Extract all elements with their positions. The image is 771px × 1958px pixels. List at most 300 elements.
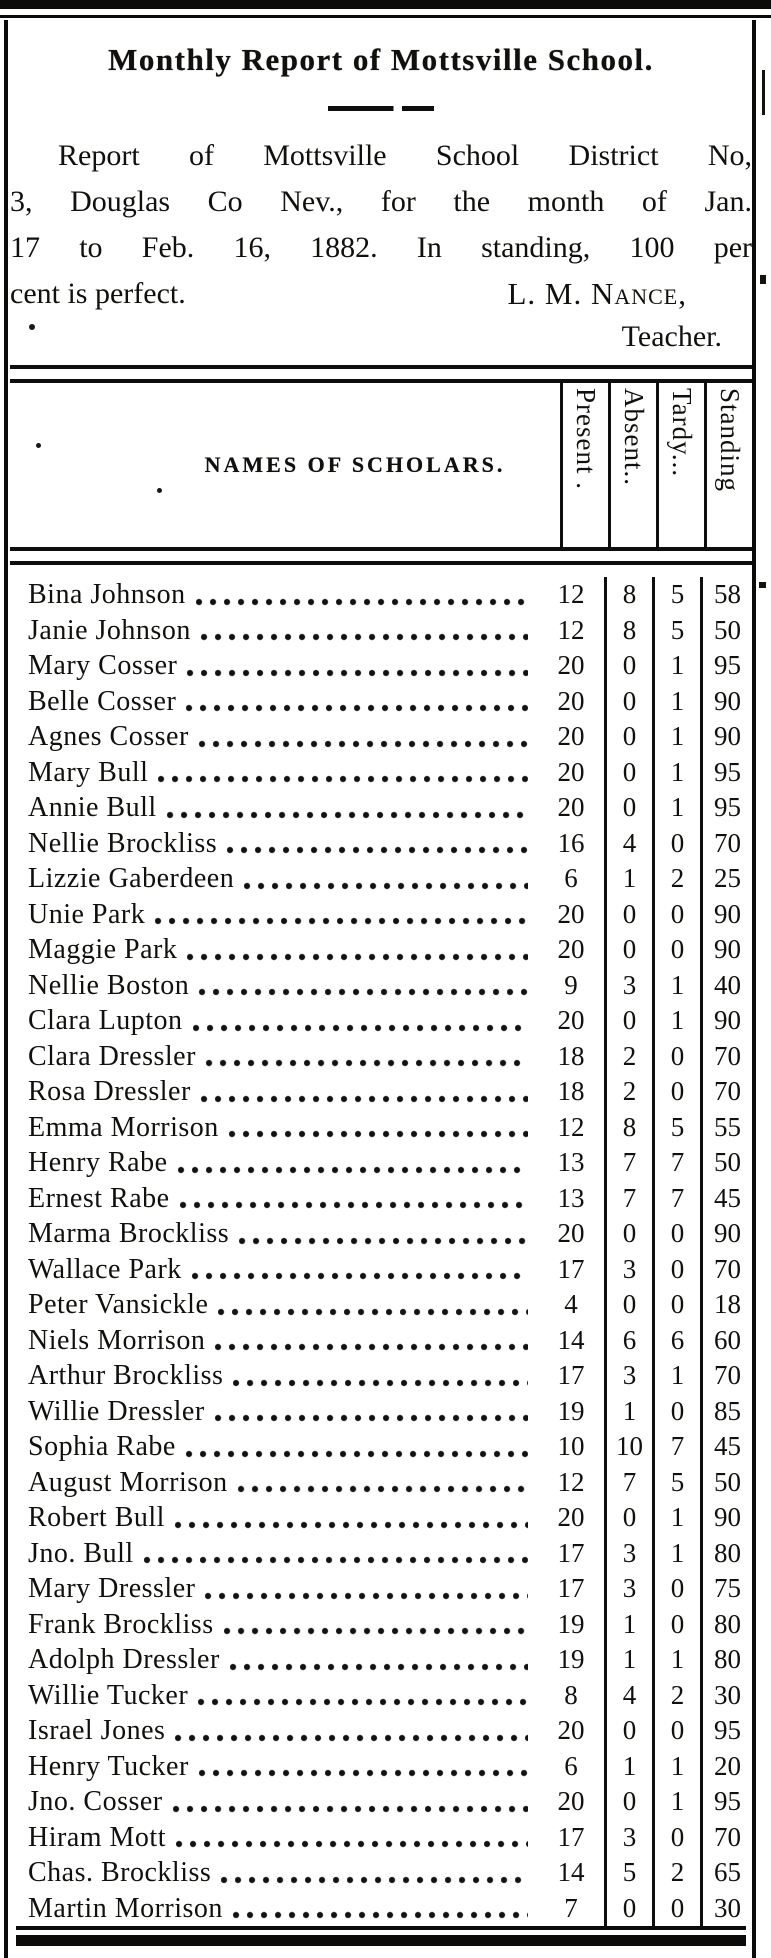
present-value: 12 xyxy=(557,1111,585,1142)
tardy-value: 7 xyxy=(652,1145,700,1181)
scholar-name-cell xyxy=(10,577,538,613)
teacher-signature: L. M. Nance, xyxy=(507,276,687,311)
scholar-name: Willie Dressler xyxy=(28,1395,205,1427)
tardy-value: 0 xyxy=(652,1039,700,1075)
scholar-name-cell xyxy=(10,1003,538,1039)
standing-value: 30 xyxy=(700,1678,752,1714)
scholar-name: Chas. Brockliss xyxy=(28,1857,212,1888)
table-row xyxy=(10,1642,752,1678)
standing-value: 80 xyxy=(700,1536,752,1572)
scholar-name-cell xyxy=(10,1678,538,1714)
tardy-value: 0 xyxy=(652,1287,700,1323)
column-label: Present . xyxy=(571,388,601,490)
column-label: Standing xyxy=(715,388,745,493)
dot-leader xyxy=(155,917,528,925)
absent-value: 0 xyxy=(604,1713,652,1749)
present-value: 9 xyxy=(564,969,578,1000)
table-row xyxy=(10,1820,752,1856)
present-value: 20 xyxy=(557,792,585,822)
standing-value: 90 xyxy=(700,932,752,968)
scholar-name-cell xyxy=(10,1571,538,1607)
tardy-value: 7 xyxy=(652,1181,700,1217)
scholar-name-cell xyxy=(10,1074,538,1110)
table-row xyxy=(10,719,752,755)
absent-value: 1 xyxy=(604,1749,652,1785)
table-row xyxy=(10,1855,752,1891)
standing-value: 50 xyxy=(700,613,752,649)
tardy-value: 0 xyxy=(652,1607,700,1643)
dot-leader xyxy=(175,1734,528,1742)
present-value: 20 xyxy=(557,1786,585,1816)
header-divider-top xyxy=(10,365,752,383)
print-speck xyxy=(762,70,765,115)
standing-value: 70 xyxy=(700,1252,752,1288)
scholar-name: Emma Morrison xyxy=(28,1111,219,1143)
table-row xyxy=(10,648,752,684)
table-row xyxy=(10,1110,752,1146)
tardy-value: 1 xyxy=(652,1784,700,1820)
tardy-value: 1 xyxy=(652,1358,700,1394)
present-value: 13 xyxy=(557,1147,585,1177)
present-value: 17 xyxy=(557,1821,585,1852)
present-value: 20 xyxy=(557,721,585,751)
scholar-name-cell xyxy=(10,861,538,897)
column-header-absent xyxy=(608,383,656,547)
dot-leader xyxy=(230,1663,528,1671)
absent-value: 0 xyxy=(604,1287,652,1323)
standing-value: 90 xyxy=(700,719,752,755)
top-border-bar xyxy=(0,0,771,9)
absent-value: 3 xyxy=(604,1820,652,1856)
dot-leader xyxy=(173,1805,528,1813)
scholar-name: Ernest Rabe xyxy=(28,1182,170,1214)
present-value: 17 xyxy=(557,1253,585,1284)
table-row xyxy=(10,1074,752,1110)
present-value: 20 xyxy=(557,934,585,964)
teacher-role-line xyxy=(10,317,752,357)
standing-value: 25 xyxy=(700,861,752,897)
tardy-value: 0 xyxy=(652,932,700,968)
absent-value: 0 xyxy=(604,1003,652,1039)
tardy-value: 0 xyxy=(652,1252,700,1288)
standing-value: 58 xyxy=(700,577,752,613)
absent-value: 0 xyxy=(604,719,652,755)
tardy-value: 1 xyxy=(652,1003,700,1039)
table-row xyxy=(10,1571,752,1607)
absent-value: 1 xyxy=(604,1394,652,1430)
standing-value: 90 xyxy=(700,1500,752,1536)
tardy-value: 1 xyxy=(652,684,700,720)
dot-leader xyxy=(224,1627,528,1635)
dot-leader xyxy=(218,1308,528,1316)
standing-value: 90 xyxy=(700,897,752,933)
absent-value: 3 xyxy=(604,1358,652,1394)
present-value: 12 xyxy=(557,579,585,609)
dot-leader xyxy=(187,669,528,677)
present-value: 20 xyxy=(557,650,585,680)
table-row xyxy=(10,1465,752,1501)
scholar-name-cell xyxy=(10,1500,538,1536)
scholar-name-cell xyxy=(10,1642,538,1678)
tardy-value: 2 xyxy=(652,1678,700,1714)
teacher-role: Teacher. xyxy=(621,320,722,353)
table-row xyxy=(10,897,752,933)
scholar-name: Bina Johnson xyxy=(28,579,186,610)
table-row xyxy=(10,1145,752,1181)
absent-value: 1 xyxy=(604,1642,652,1678)
standing-value: 70 xyxy=(700,1820,752,1856)
present-value: 18 xyxy=(557,1076,585,1106)
scholar-name: Nellie Brockliss xyxy=(28,827,218,859)
standing-value: 45 xyxy=(700,1429,752,1465)
standing-value: 65 xyxy=(700,1855,752,1891)
scholar-name: Niels Morrison xyxy=(28,1324,206,1356)
present-value: 14 xyxy=(557,1857,585,1887)
tardy-value: 0 xyxy=(652,1216,700,1252)
tardy-value: 5 xyxy=(652,1465,700,1501)
scholar-name-cell xyxy=(10,1252,538,1288)
absent-value: 1 xyxy=(604,1607,652,1643)
absent-value: 0 xyxy=(604,1891,652,1927)
absent-value: 0 xyxy=(604,790,652,826)
scholar-name-cell xyxy=(10,1216,538,1252)
present-value: 12 xyxy=(557,1466,585,1497)
absent-value: 3 xyxy=(604,1252,652,1288)
present-value: 20 xyxy=(557,1502,585,1532)
dot-leader xyxy=(229,1130,528,1138)
intro-line: 17 to Feb. 16, 1882. In standing, 100 per xyxy=(10,231,752,264)
tardy-value: 1 xyxy=(652,968,700,1004)
present-value: 6 xyxy=(564,863,578,893)
table-body xyxy=(10,565,752,1926)
standing-value: 95 xyxy=(700,790,752,826)
table-row xyxy=(10,1784,752,1820)
scholar-name-cell xyxy=(10,719,538,755)
scholar-name: Rosa Dressler xyxy=(28,1076,191,1107)
absent-value: 0 xyxy=(604,932,652,968)
scholar-name-cell xyxy=(10,684,538,720)
bottom-border-thin xyxy=(16,1926,746,1930)
absent-value: 5 xyxy=(604,1855,652,1891)
dot-leader xyxy=(221,1876,528,1884)
standing-value: 70 xyxy=(700,1358,752,1394)
table-row xyxy=(10,684,752,720)
scholar-name-cell xyxy=(10,1784,538,1820)
tardy-value: 5 xyxy=(652,613,700,649)
table-row xyxy=(10,1536,752,1572)
scholar-name-cell xyxy=(10,826,538,862)
present-value: 13 xyxy=(557,1182,585,1213)
table-row xyxy=(10,1216,752,1252)
column-header-standing xyxy=(704,383,752,547)
table-row xyxy=(10,1891,752,1927)
scholar-name: Martin Morrison xyxy=(28,1892,223,1924)
dot-leader xyxy=(176,1840,528,1848)
scholar-name-cell xyxy=(10,1287,538,1323)
page-title: Monthly Report of Mottsville School. xyxy=(108,42,654,77)
standing-value: 95 xyxy=(700,755,752,791)
dot-leader xyxy=(238,1485,528,1493)
absent-value: 0 xyxy=(604,755,652,791)
scholar-name: Henry Tucker xyxy=(28,1750,189,1782)
absent-value: 10 xyxy=(604,1429,652,1465)
scholar-name-cell xyxy=(10,1429,538,1465)
standing-value: 80 xyxy=(700,1607,752,1643)
present-value: 10 xyxy=(557,1431,585,1461)
scholar-name: Israel Jones xyxy=(28,1715,166,1746)
table-row xyxy=(10,968,752,1004)
absent-value: 0 xyxy=(604,1216,652,1252)
tardy-value: 0 xyxy=(652,1571,700,1607)
intro-last-line: cent is perfect. xyxy=(10,277,186,310)
present-value: 4 xyxy=(564,1289,578,1319)
standing-value: 60 xyxy=(700,1323,752,1359)
absent-value: 0 xyxy=(604,897,652,933)
print-speck xyxy=(760,275,766,284)
table-row xyxy=(10,613,752,649)
standing-value: 45 xyxy=(700,1181,752,1217)
present-value: 17 xyxy=(557,1537,585,1568)
dot-leader xyxy=(201,633,528,641)
present-value: 6 xyxy=(564,1750,578,1781)
tardy-value: 2 xyxy=(652,1855,700,1891)
absent-value: 7 xyxy=(604,1181,652,1217)
dot-leader xyxy=(239,1237,528,1245)
dot-leader xyxy=(201,1095,528,1103)
scholar-name-cell xyxy=(10,790,538,826)
scholar-name-cell xyxy=(10,1358,538,1394)
present-value: 20 xyxy=(557,1715,585,1745)
table-row xyxy=(10,1358,752,1394)
tardy-value: 1 xyxy=(652,719,700,755)
tardy-value: 5 xyxy=(652,1110,700,1146)
scholar-name-cell xyxy=(10,1394,538,1430)
scholar-name: Arthur Brockliss xyxy=(28,1360,224,1391)
standing-value: 75 xyxy=(700,1571,752,1607)
top-border-line xyxy=(0,15,771,18)
tardy-value: 5 xyxy=(652,577,700,613)
scholar-name-cell xyxy=(10,1039,538,1075)
absent-value: 3 xyxy=(604,1571,652,1607)
absent-value: 8 xyxy=(604,577,652,613)
standing-value: 70 xyxy=(700,826,752,862)
dot-leader xyxy=(215,1343,528,1351)
dot-leader xyxy=(215,1414,528,1422)
tardy-value: 0 xyxy=(652,897,700,933)
dot-leader xyxy=(205,1592,528,1600)
scholar-name: Clara Lupton xyxy=(28,1005,183,1036)
scholar-name-cell xyxy=(10,648,538,684)
names-column-header: NAMES OF SCHOLARS. xyxy=(204,452,506,477)
scholar-name: Hiram Mott xyxy=(28,1821,166,1853)
tardy-value: 0 xyxy=(652,826,700,862)
standing-value: 90 xyxy=(700,1003,752,1039)
tardy-value: 6 xyxy=(652,1323,700,1359)
present-value: 20 xyxy=(557,1005,585,1035)
column-label: Absent.. xyxy=(619,388,649,486)
dot-leader xyxy=(199,1769,528,1777)
dot-leader xyxy=(227,846,528,854)
tardy-value: 0 xyxy=(652,1394,700,1430)
present-value: 14 xyxy=(557,1324,585,1355)
present-value: 20 xyxy=(557,685,585,716)
dot-leader xyxy=(198,1698,528,1706)
scholar-name-cell xyxy=(10,1323,538,1359)
present-value: 7 xyxy=(564,1892,578,1923)
header-divider-bottom xyxy=(10,547,752,565)
absent-value: 7 xyxy=(604,1145,652,1181)
table-row xyxy=(10,790,752,826)
tardy-value: 0 xyxy=(652,1820,700,1856)
scholar-name-cell xyxy=(10,755,538,791)
dot-leader xyxy=(244,882,528,890)
scholar-name-cell xyxy=(10,897,538,933)
scholar-name: Unie Park xyxy=(28,898,146,930)
absent-value: 8 xyxy=(604,1110,652,1146)
scholar-name: Willie Tucker xyxy=(28,1679,189,1711)
scholar-name-cell xyxy=(10,1181,538,1217)
dot-leader xyxy=(175,1521,528,1529)
absent-value: 3 xyxy=(604,968,652,1004)
standing-value: 70 xyxy=(700,1039,752,1075)
scholar-name-cell xyxy=(10,1891,538,1927)
scholar-name-cell xyxy=(10,1607,538,1643)
table-row xyxy=(10,932,752,968)
scholar-name-cell xyxy=(10,1855,538,1891)
scholar-name: Sophia Rabe xyxy=(28,1431,176,1462)
present-value: 20 xyxy=(557,1218,585,1248)
absent-value: 2 xyxy=(604,1039,652,1075)
column-header-present xyxy=(560,383,608,547)
present-value: 16 xyxy=(557,827,585,858)
scholar-name: Belle Cosser xyxy=(28,685,177,717)
present-value: 19 xyxy=(557,1395,585,1426)
scholar-name-cell xyxy=(10,1465,538,1501)
bottom-border-rules xyxy=(16,1926,746,1946)
dot-leader xyxy=(187,953,528,961)
dot-leader xyxy=(193,1024,528,1032)
present-value: 8 xyxy=(564,1679,578,1710)
scholar-name: August Morrison xyxy=(28,1466,228,1498)
standing-value: 20 xyxy=(700,1749,752,1785)
dot-leader xyxy=(206,1059,528,1067)
absent-value: 0 xyxy=(604,648,652,684)
standing-value: 55 xyxy=(700,1110,752,1146)
scholar-name-cell xyxy=(10,968,538,1004)
scholar-name: Lizzie Gaberdeen xyxy=(28,863,235,894)
table-row xyxy=(10,1287,752,1323)
dot-leader xyxy=(178,1166,528,1174)
column-header-tardy xyxy=(656,383,704,547)
tardy-value: 1 xyxy=(652,1749,700,1785)
scholar-name: Annie Bull xyxy=(28,792,157,823)
right-border-rule xyxy=(752,20,756,1958)
standing-value: 95 xyxy=(700,648,752,684)
table-row xyxy=(10,1429,752,1465)
standing-value: 90 xyxy=(700,684,752,720)
title-divider xyxy=(328,106,434,111)
dot-leader xyxy=(233,1379,528,1387)
scholar-name: Frank Brockliss xyxy=(28,1608,214,1640)
absent-value: 0 xyxy=(604,1500,652,1536)
dot-leader xyxy=(199,740,528,748)
table-row xyxy=(10,826,752,862)
tardy-value: 7 xyxy=(652,1429,700,1465)
table-row xyxy=(10,1252,752,1288)
standing-value: 50 xyxy=(700,1465,752,1501)
standing-value: 95 xyxy=(700,1784,752,1820)
scholar-name-cell xyxy=(10,613,538,649)
clipping-content xyxy=(10,20,752,1946)
standing-value: 80 xyxy=(700,1642,752,1678)
intro-paragraph xyxy=(10,133,752,271)
dot-leader xyxy=(186,1450,528,1458)
print-speck xyxy=(759,582,766,588)
tardy-value: 1 xyxy=(652,648,700,684)
scholar-name-cell xyxy=(10,1713,538,1749)
present-value: 19 xyxy=(557,1644,585,1674)
tardy-value: 1 xyxy=(652,1536,700,1572)
table-row xyxy=(10,1678,752,1714)
table-row xyxy=(10,1003,752,1039)
standing-value: 95 xyxy=(700,1713,752,1749)
present-value: 20 xyxy=(557,756,585,787)
table-row xyxy=(10,861,752,897)
tardy-value: 1 xyxy=(652,755,700,791)
scholar-name: Marma Brockliss xyxy=(28,1218,230,1249)
scholar-name-cell xyxy=(10,1749,538,1785)
scholar-name: Mary Bull xyxy=(28,756,149,788)
scholar-name: Wallace Park xyxy=(28,1253,182,1285)
table-row xyxy=(10,577,752,613)
scholar-name: Agnes Cosser xyxy=(28,721,189,752)
scholar-name-cell xyxy=(10,1145,538,1181)
present-value: 20 xyxy=(557,898,585,929)
tardy-value: 0 xyxy=(652,1713,700,1749)
scholar-name: Janie Johnson xyxy=(28,614,191,646)
scholar-name-cell xyxy=(10,1536,538,1572)
dot-leader xyxy=(199,988,528,996)
absent-value: 6 xyxy=(604,1323,652,1359)
scholar-name: Henry Rabe xyxy=(28,1147,168,1178)
dot-leader xyxy=(192,1272,528,1280)
absent-value: 1 xyxy=(604,861,652,897)
table-row xyxy=(10,1181,752,1217)
scholar-name: Adolph Dressler xyxy=(28,1644,220,1675)
absent-value: 3 xyxy=(604,1536,652,1572)
table-row xyxy=(10,1039,752,1075)
tardy-value: 0 xyxy=(652,1074,700,1110)
scholar-name-cell xyxy=(10,932,538,968)
dot-leader xyxy=(144,1556,528,1564)
present-value: 17 xyxy=(557,1360,585,1390)
scholar-name: Clara Dressler xyxy=(28,1040,196,1072)
table-row xyxy=(10,1500,752,1536)
column-label: Tardy... xyxy=(667,388,697,478)
dot-leader xyxy=(233,1911,528,1919)
scholar-name: Jno. Bull xyxy=(28,1537,134,1569)
table-row xyxy=(10,755,752,791)
table-row xyxy=(10,1323,752,1359)
left-border-rule xyxy=(4,20,8,1958)
absent-value: 7 xyxy=(604,1465,652,1501)
dot-leader xyxy=(158,775,528,783)
dot-leader xyxy=(186,704,528,712)
absent-value: 4 xyxy=(604,826,652,862)
absent-value: 0 xyxy=(604,1784,652,1820)
standing-value: 90 xyxy=(700,1216,752,1252)
tardy-value: 1 xyxy=(652,1642,700,1678)
